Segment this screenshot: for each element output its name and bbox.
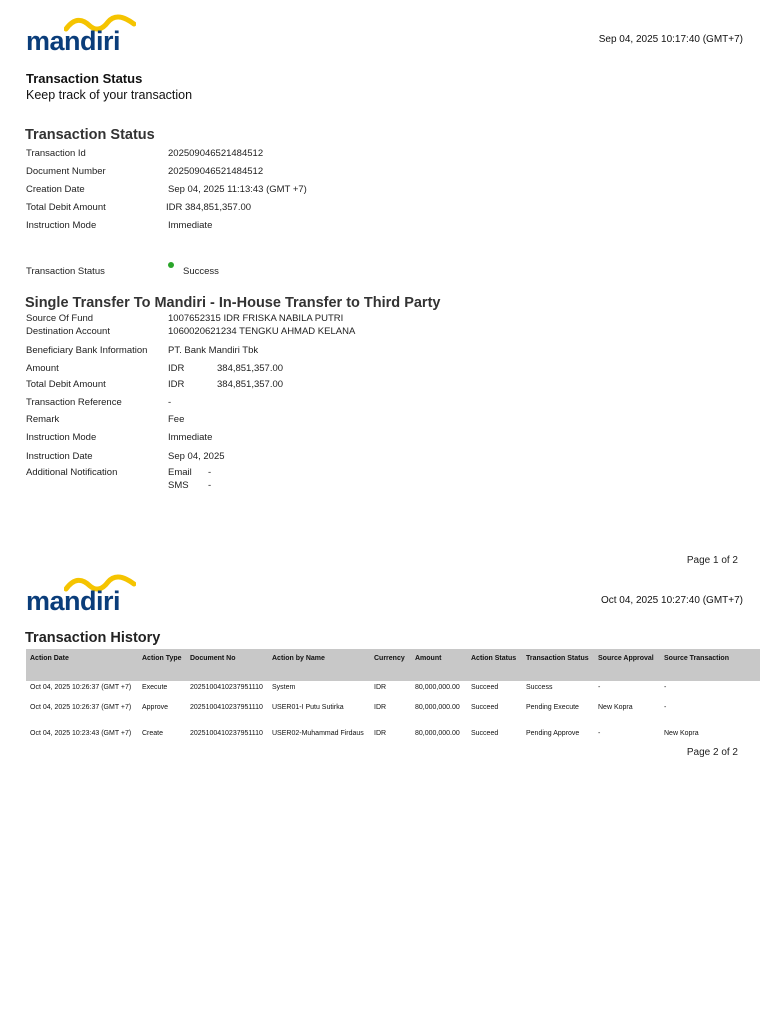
column-header: Source Transaction xyxy=(660,649,760,681)
table-cell: - xyxy=(598,730,601,737)
table-cell: 80,000,000.00 xyxy=(415,684,460,691)
email-value: - xyxy=(208,467,212,478)
transaction-id-label: Transaction Id xyxy=(26,148,86,159)
page2-number: Page 2 of 2 xyxy=(686,747,738,758)
transaction-status-value: Success xyxy=(183,266,219,277)
column-header: Currency xyxy=(370,649,411,681)
document-number-value: 202509046521484512 xyxy=(168,166,264,177)
beneficiary-bank-label: Beneficiary Bank Information xyxy=(26,345,148,356)
table-cell: IDR xyxy=(374,730,387,737)
amount-currency: IDR xyxy=(168,363,185,374)
page1-number: Page 1 of 2 xyxy=(686,555,738,566)
amount-label: Amount xyxy=(26,363,59,374)
sms-label: SMS xyxy=(168,480,189,491)
transaction-history-table xyxy=(26,649,760,751)
column-header: Action Type xyxy=(138,649,186,681)
table-row xyxy=(26,681,760,701)
table-cell: Oct 04, 2025 10:26:37 (GMT +7) xyxy=(30,684,132,691)
transfer-section-title: Single Transfer To Mandiri - In-House Transfer to Third Party xyxy=(25,295,441,311)
table-cell: Succeed xyxy=(471,684,499,691)
instruction-date-value: Sep 04, 2025 xyxy=(168,451,225,462)
transfer-total-debit-value: 384,851,357.00 xyxy=(217,379,284,390)
table-cell: USER02-Muhammad Firdaus xyxy=(272,730,364,737)
column-header: Action by Name xyxy=(268,649,370,681)
instruction-date-label: Instruction Date xyxy=(26,451,93,462)
table-header-row xyxy=(26,649,760,681)
transaction-reference-label: Transaction Reference xyxy=(26,397,122,408)
table-row xyxy=(26,727,760,751)
mandiri-wordmark: mandiri xyxy=(26,586,121,616)
table-cell: 2025100410237951110 xyxy=(190,704,263,711)
header-subtitle: Keep track of your transaction xyxy=(26,88,193,102)
table-cell: - xyxy=(664,704,667,711)
creation-date-value: Sep 04, 2025 11:13:43 (GMT +7) xyxy=(168,184,307,195)
table-cell: Oct 04, 2025 10:26:37 (GMT +7) xyxy=(30,704,132,711)
transaction-status-label: Transaction Status xyxy=(26,266,105,277)
table-cell: - xyxy=(598,684,601,691)
table-cell: 2025100410237951110 xyxy=(190,730,263,737)
destination-account-value: 1060020621234 TENGKU AHMAD KELANA xyxy=(168,326,356,337)
transfer-instruction-mode-label: Instruction Mode xyxy=(26,432,97,443)
transaction-id-value: 202509046521484512 xyxy=(168,148,264,159)
column-header: Action Status xyxy=(467,649,522,681)
table-cell: Approve xyxy=(142,704,169,711)
table-cell: Pending Approve xyxy=(526,730,580,737)
email-label: Email xyxy=(168,467,192,478)
mandiri-wordmark: mandiri xyxy=(26,26,121,56)
column-header: Amount xyxy=(411,649,467,681)
table-cell: Create xyxy=(142,730,164,737)
sms-value: - xyxy=(208,480,212,491)
table-cell: Succeed xyxy=(471,704,499,711)
column-header: Action Date xyxy=(26,649,138,681)
column-header: Document No xyxy=(186,649,268,681)
table-cell: Pending Execute xyxy=(526,704,579,711)
additional-notification-label: Additional Notification xyxy=(26,467,118,478)
remark-value: Fee xyxy=(168,414,185,425)
transfer-total-debit-currency: IDR xyxy=(168,379,185,390)
transfer-total-debit-label: Total Debit Amount xyxy=(26,379,106,390)
table-cell: - xyxy=(664,684,667,691)
column-header: Source Approval xyxy=(594,649,660,681)
document-number-label: Document Number xyxy=(26,166,106,177)
table-cell: 2025100410237951110 xyxy=(190,684,263,691)
history-title: Transaction History xyxy=(25,630,161,646)
amount-value: 384,851,357.00 xyxy=(217,363,284,374)
source-of-fund-value: 1007652315 IDR FRISKA NABILA PUTRI xyxy=(168,313,344,324)
column-header: Transaction Status xyxy=(522,649,594,681)
total-debit-label: Total Debit Amount xyxy=(26,202,106,213)
table-cell: IDR xyxy=(374,704,387,711)
instruction-mode-label: Instruction Mode xyxy=(26,220,97,231)
table-cell: 80,000,000.00 xyxy=(415,704,460,711)
table-cell: Success xyxy=(526,684,553,691)
mandiri-logo-page2 xyxy=(26,572,136,618)
page1-timestamp: Sep 04, 2025 10:17:40 (GMT+7) xyxy=(598,34,743,45)
table-cell: Succeed xyxy=(471,730,499,737)
instruction-mode-value: Immediate xyxy=(168,220,213,231)
total-debit-value: IDR 384,851,357.00 xyxy=(166,202,252,213)
table-cell: Oct 04, 2025 10:23:43 (GMT +7) xyxy=(30,730,132,737)
table-cell: 80,000,000.00 xyxy=(415,730,460,737)
table-cell: IDR xyxy=(374,684,387,691)
table-cell: Execute xyxy=(142,684,168,691)
creation-date-label: Creation Date xyxy=(26,184,85,195)
source-of-fund-label: Source Of Fund xyxy=(26,313,94,324)
transfer-instruction-mode-value: Immediate xyxy=(168,432,213,443)
beneficiary-bank-value: PT. Bank Mandiri Tbk xyxy=(168,345,259,356)
table-cell: New Kopra xyxy=(598,704,633,711)
page2-timestamp: Oct 04, 2025 10:27:40 (GMT+7) xyxy=(600,595,743,606)
success-status-dot-icon xyxy=(168,262,174,268)
remark-label: Remark xyxy=(26,414,60,425)
transaction-reference-value: - xyxy=(168,397,172,408)
table-cell: USER01-I Putu Sutirka xyxy=(272,704,344,711)
status-section-title: Transaction Status xyxy=(25,127,155,143)
header-title: Transaction Status xyxy=(26,71,143,86)
table-row xyxy=(26,701,760,727)
mandiri-logo xyxy=(26,12,136,58)
table-cell: New Kopra xyxy=(664,730,699,737)
table-cell: System xyxy=(272,684,296,691)
destination-account-label: Destination Account xyxy=(26,326,110,337)
